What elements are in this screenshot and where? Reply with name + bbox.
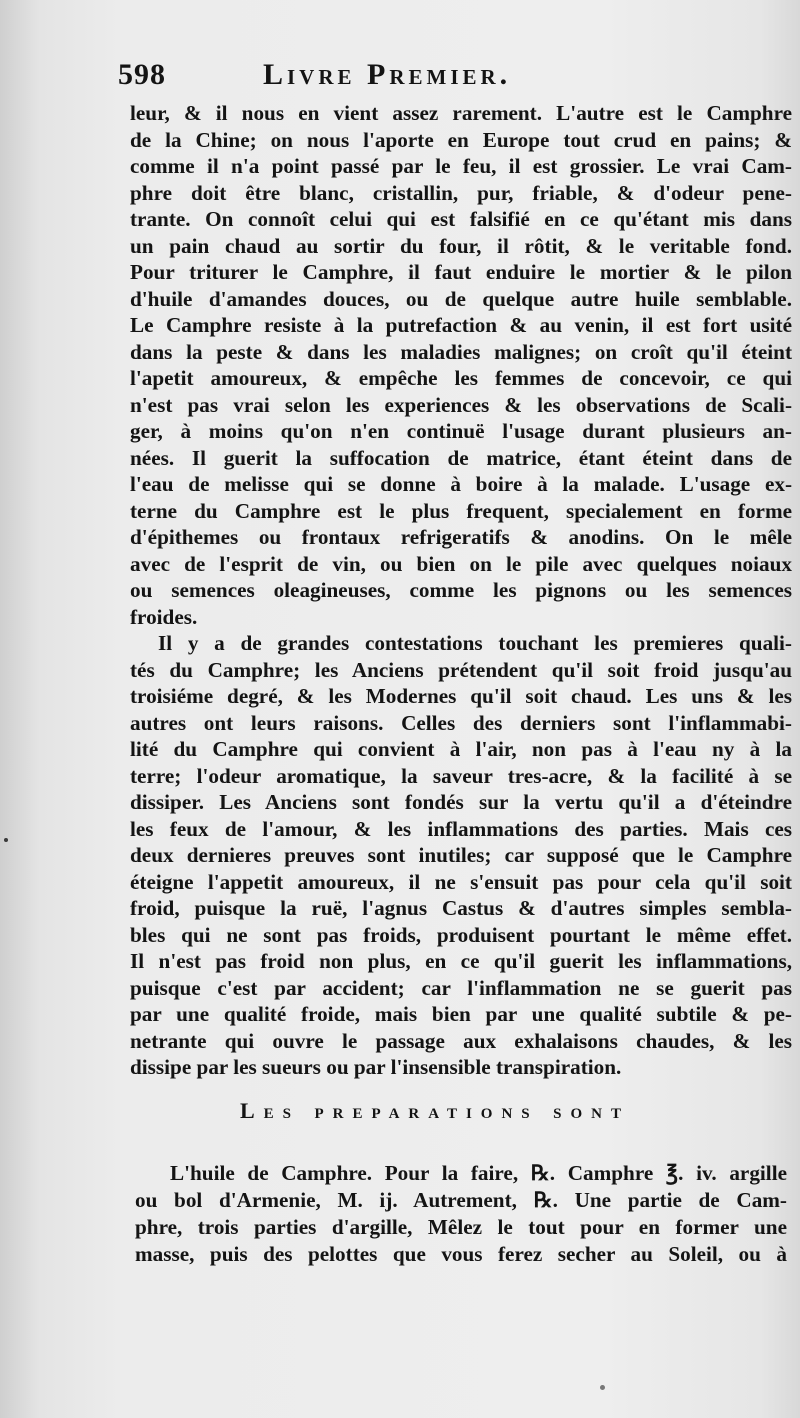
text-line: trante. On connoît celui qui est falsifié en ce qu'étant mis dans	[130, 207, 792, 231]
text-line: les feux de l'amour, & les inflammations des parties. Mais ces	[130, 816, 792, 841]
running-head: Livre Premier.	[263, 58, 512, 91]
text-line: L'huile de Camphre. Pour la faire, ℞. Camphre ℥. iv. argille	[170, 1161, 787, 1185]
text-line: par une qualité froide, mais bien par une qualité subtile & pe-	[130, 1002, 792, 1026]
text-line: dissipe par les sueurs ou par l'insensible transpiration.	[130, 1055, 622, 1079]
text-line: froid, puisque la ruë, l'agnus Castus & d'autres simples sembla-	[130, 896, 792, 920]
text-line: éteigne l'appetit amoureux, il ne s'ensuit pas pour cela qu'il soit	[130, 869, 792, 894]
text-line: terre; l'odeur aromatique, la saveur tres-acre, & la facilité à se	[130, 763, 792, 788]
text-line: Il y a de grandes contestations touchant les premieres quali-	[158, 631, 792, 655]
text-line: ou bol d'Armenie, M. ij. Autrement, ℞. Une partie de Cam-	[135, 1188, 787, 1212]
ink-speck	[600, 1385, 605, 1390]
text-line: de la Chine; on nous l'aporte en Europe tout crud en pains; &	[130, 127, 792, 152]
paragraph-1	[130, 100, 792, 630]
text-line: l'eau de melisse qui se donne à boire à la malade. L'usage ex-	[130, 472, 792, 496]
text-line: avec de l'esprit de vin, ou bien on le pile avec quelques noiaux	[130, 551, 792, 576]
page-number: 598	[118, 58, 166, 91]
text-line: dissiper. Les Anciens sont fondés sur la vertu qu'il a d'éteindre	[130, 790, 792, 814]
page-header	[118, 58, 598, 98]
section-heading: Les preparations sont	[240, 1098, 630, 1123]
text-line: bles qui ne sont pas froids, produisent pourtant le même effet.	[130, 922, 792, 947]
paragraph-2	[130, 630, 792, 1081]
text-line: masse, puis des pelottes que vous ferez secher au Soleil, ou à	[135, 1242, 787, 1266]
ink-speck	[4, 838, 8, 842]
text-line: deux dernieres preuves sont inutiles; car supposé que le Camphre	[130, 843, 792, 867]
text-line: un pain chaud au sortir du four, il rôtit, & le veritable fond.	[130, 233, 792, 258]
text-line: leur, & il nous en vient assez rarement. L'autre est le Camphre	[130, 101, 792, 125]
text-line: tés du Camphre; les Anciens prétendent qu'il soit froid jusqu'au	[130, 657, 792, 682]
text-line: d'épithemes ou frontaux refrigeratifs & anodins. On le mêle	[130, 525, 792, 549]
text-line: autres ont leurs raisons. Celles des derniers sont l'inflammabi-	[130, 710, 792, 735]
text-line: puisque c'est par accident; car l'inflammation ne se guerit pas	[130, 975, 792, 1000]
text-line: n'est pas vrai selon les experiences & les observations de Scali-	[130, 392, 792, 417]
text-line: phre doit être blanc, cristallin, pur, friable, & d'odeur pene-	[130, 180, 792, 205]
text-line: netrante qui ouvre le passage aux exhalaisons chaudes, & les	[130, 1028, 792, 1053]
text-line: froides.	[130, 604, 198, 629]
text-line: terne du Camphre est le plus frequent, specialement en forme	[130, 498, 792, 523]
text-line: Le Camphre resiste à la putrefaction & au venin, il est fort usité	[130, 313, 792, 337]
text-line: dans la peste & dans les maladies malignes; on croît qu'il éteint	[130, 339, 792, 364]
text-line: lité du Camphre qui convient à l'air, non pas à l'eau ny à la	[130, 737, 792, 761]
body-text	[130, 100, 792, 1081]
text-line: l'apetit amoureux, & empêche les femmes de concevoir, ce qui	[130, 366, 792, 390]
text-line: Pour triturer le Camphre, il faut enduire le mortier & le pilon	[130, 260, 792, 284]
text-line: ou semences oleagineuses, comme les pignons ou les semences	[130, 578, 792, 602]
text-line: Il n'est pas froid non plus, en ce qu'il guerit les inflammations,	[130, 949, 792, 973]
recipe-paragraph	[135, 1160, 787, 1268]
text-line: phre, trois parties d'argille, Mêlez le tout pour en former une	[135, 1215, 787, 1239]
text-line: nées. Il guerit la suffocation de matrice, étant éteint dans de	[130, 445, 792, 470]
text-line: comme il n'a point passé par le feu, il est grossier. Le vrai Cam-	[130, 154, 792, 178]
text-line: troisiéme degré, & les Modernes qu'il soit chaud. Les uns & les	[130, 684, 792, 708]
text-line: d'huile d'amandes douces, ou de quelque autre huile semblable.	[130, 286, 792, 311]
text-line: ger, à moins qu'on n'en continuë l'usage durant plusieurs an-	[130, 419, 792, 443]
